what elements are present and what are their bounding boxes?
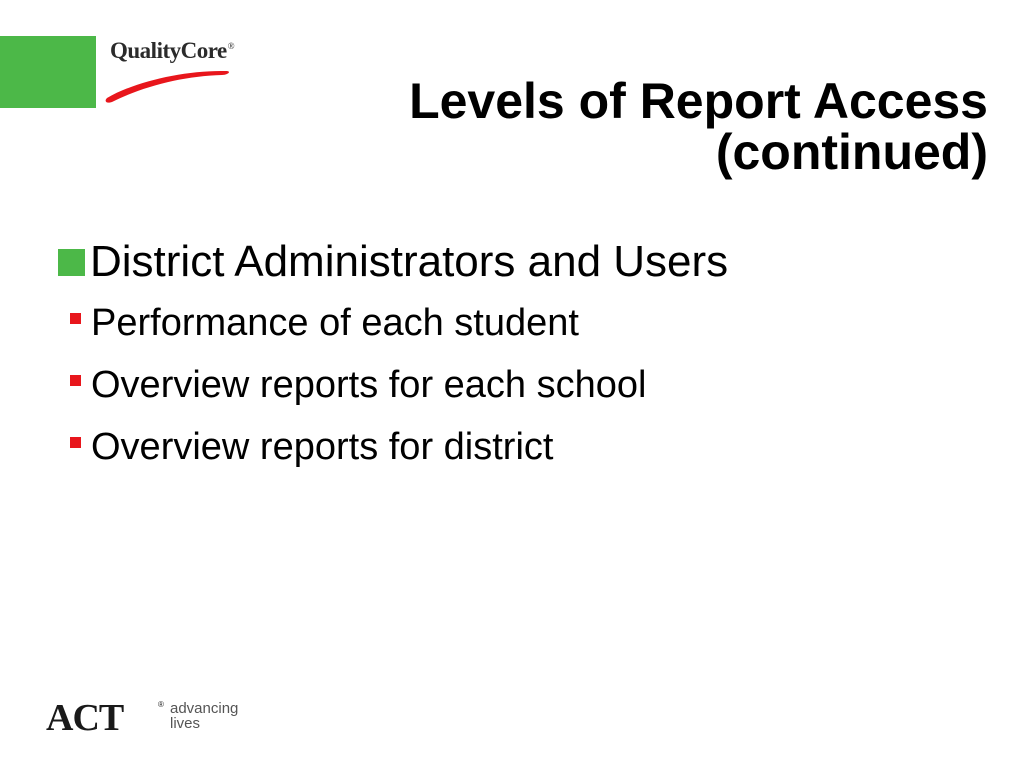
- bullet-heading-text: District Administrators and Users: [90, 237, 729, 286]
- registered-mark: ®: [227, 41, 235, 52]
- slide-title-line-1: Levels of Report Access: [409, 73, 988, 129]
- act-logo: [46, 696, 266, 740]
- red-square-bullet-icon: [70, 437, 81, 448]
- list-item: [58, 354, 998, 416]
- list-item: [58, 416, 998, 478]
- list-item-text: Overview reports for each school: [91, 363, 647, 406]
- red-square-bullet-icon: [70, 375, 81, 386]
- list-item: [58, 292, 998, 354]
- green-accent-block: [0, 36, 96, 108]
- red-square-bullet-icon: [70, 313, 81, 324]
- list-item-text: Performance of each student: [91, 301, 579, 344]
- bullet-list: [58, 232, 998, 478]
- slide-title-line-2: (continued): [715, 124, 988, 180]
- red-swoosh-icon: [104, 64, 244, 104]
- bullet-heading: [58, 232, 998, 292]
- registered-mark: ®: [158, 700, 164, 709]
- act-tagline-line-2: lives: [170, 715, 201, 732]
- green-square-bullet-icon: [58, 249, 85, 276]
- qualitycore-logo-text: QualityCore®: [110, 38, 235, 63]
- act-logo-text: ACT: [46, 697, 124, 739]
- act-tagline: [170, 701, 238, 731]
- slide-title: [288, 73, 988, 180]
- list-item-text: Overview reports for district: [91, 425, 554, 468]
- act-tagline-line-1: advancing: [170, 700, 239, 717]
- qualitycore-logo: [104, 38, 284, 104]
